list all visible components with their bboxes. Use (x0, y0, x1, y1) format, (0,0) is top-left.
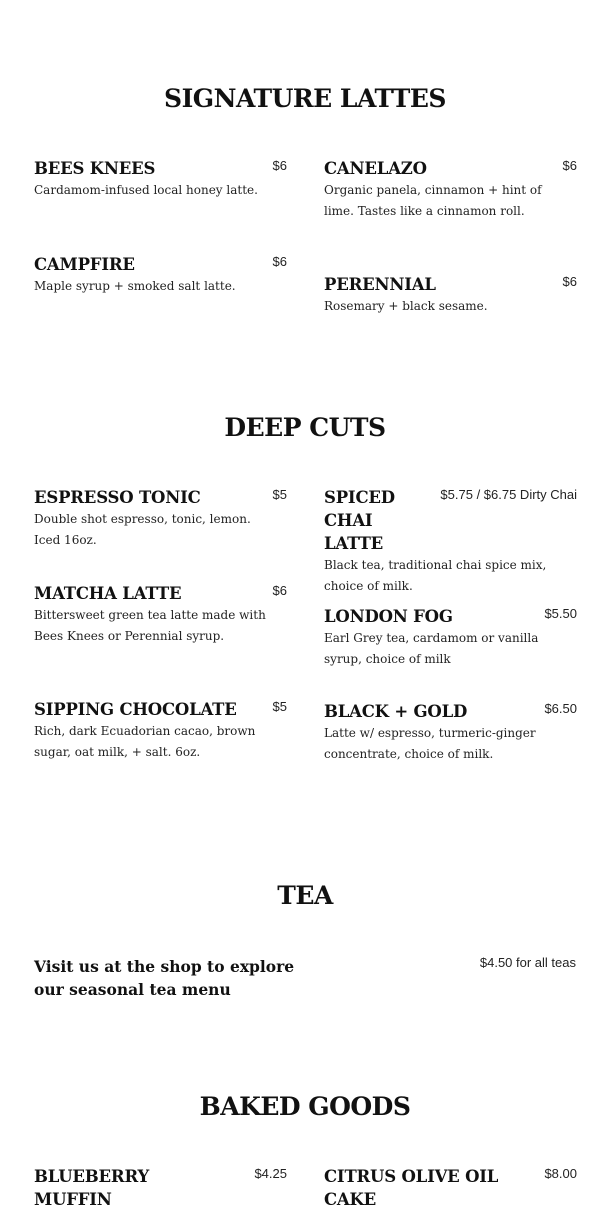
menu-item-perennial (324, 273, 577, 317)
tea-price: $4.50 for all teas (479, 955, 576, 970)
menu-item-london-fog (324, 605, 577, 670)
item-description: Rosemary + black sesame. (324, 299, 488, 313)
section-title-deep-cuts: DEEP CUTS (224, 413, 386, 442)
item-description: Black tea, traditional chai spice mix, choice of milk. (324, 558, 547, 593)
section-title-baked-goods: BAKED GOODS (199, 1092, 411, 1121)
item-name: PERENNIAL (324, 275, 436, 294)
item-name: MATCHA LATTE (34, 584, 182, 603)
tea-note: Visit us at the shop to explore our seasonal tea menu (34, 957, 295, 999)
item-name: CAMPFIRE (34, 255, 135, 274)
item-description: Latte w/ espresso, turmeric-ginger concentrate, choice of milk. (324, 726, 536, 761)
item-name: BLUEBERRY MUFFIN (34, 1167, 150, 1209)
item-description: Double shot espresso, tonic, lemon. Iced 16oz. (34, 512, 251, 547)
item-price: $6 (272, 254, 287, 269)
item-price: $6 (562, 158, 577, 173)
item-price: $6 (562, 274, 577, 289)
item-price: $5.50 (544, 606, 577, 621)
item-description: Maple syrup + smoked salt latte. (34, 279, 236, 293)
menu-item-sipping-chocolate (34, 698, 287, 763)
item-name: SIPPING CHOCOLATE (34, 700, 237, 719)
section-title-signature-lattes: SIGNATURE LATTES (164, 84, 446, 113)
item-name: SPICED CHAI LATTE (324, 488, 395, 553)
menu-item-citrus-olive-oil-cake (324, 1165, 577, 1211)
item-description: Bittersweet green tea latte made with Bees Knees or Perennial syrup. (34, 608, 266, 643)
item-name: CITRUS OLIVE OIL CAKE (324, 1167, 499, 1209)
section-title-tea: TEA (277, 881, 333, 910)
item-price: $5.75 / $6.75 Dirty Chai (440, 487, 577, 502)
item-price: $5 (272, 699, 287, 714)
item-price: $8.00 (544, 1166, 577, 1181)
item-price: $5 (272, 487, 287, 502)
item-name: BLACK + GOLD (324, 702, 468, 721)
item-description: Organic panela, cinnamon + hint of lime. Tastes like a cinnamon roll. (324, 183, 542, 218)
item-name: CANELAZO (324, 159, 427, 178)
item-description: Earl Grey tea, cardamom or vanilla syrup, choice of milk (324, 631, 539, 666)
menu-item-campfire (34, 253, 287, 297)
menu-item-black-gold (324, 700, 577, 765)
menu-item-spiced-chai-latte (324, 486, 577, 597)
item-description: Cardamom-infused local honey latte. (34, 183, 258, 197)
item-price: $6 (272, 583, 287, 598)
item-name: BEES KNEES (34, 159, 156, 178)
menu-item-canelazo (324, 157, 577, 222)
menu-item-espresso-tonic (34, 486, 287, 551)
item-price: $6 (272, 158, 287, 173)
item-price: $4.25 (254, 1166, 287, 1181)
menu-item-matcha-latte (34, 582, 287, 647)
menu-item-blueberry-muffin (34, 1165, 287, 1211)
item-name: ESPRESSO TONIC (34, 488, 201, 507)
item-price: $6.50 (544, 701, 577, 716)
item-description: Rich, dark Ecuadorian cacao, brown sugar, oat milk, + salt. 6oz. (34, 724, 256, 759)
menu-item-bees-knees (34, 157, 287, 201)
item-name: LONDON FOG (324, 607, 453, 626)
